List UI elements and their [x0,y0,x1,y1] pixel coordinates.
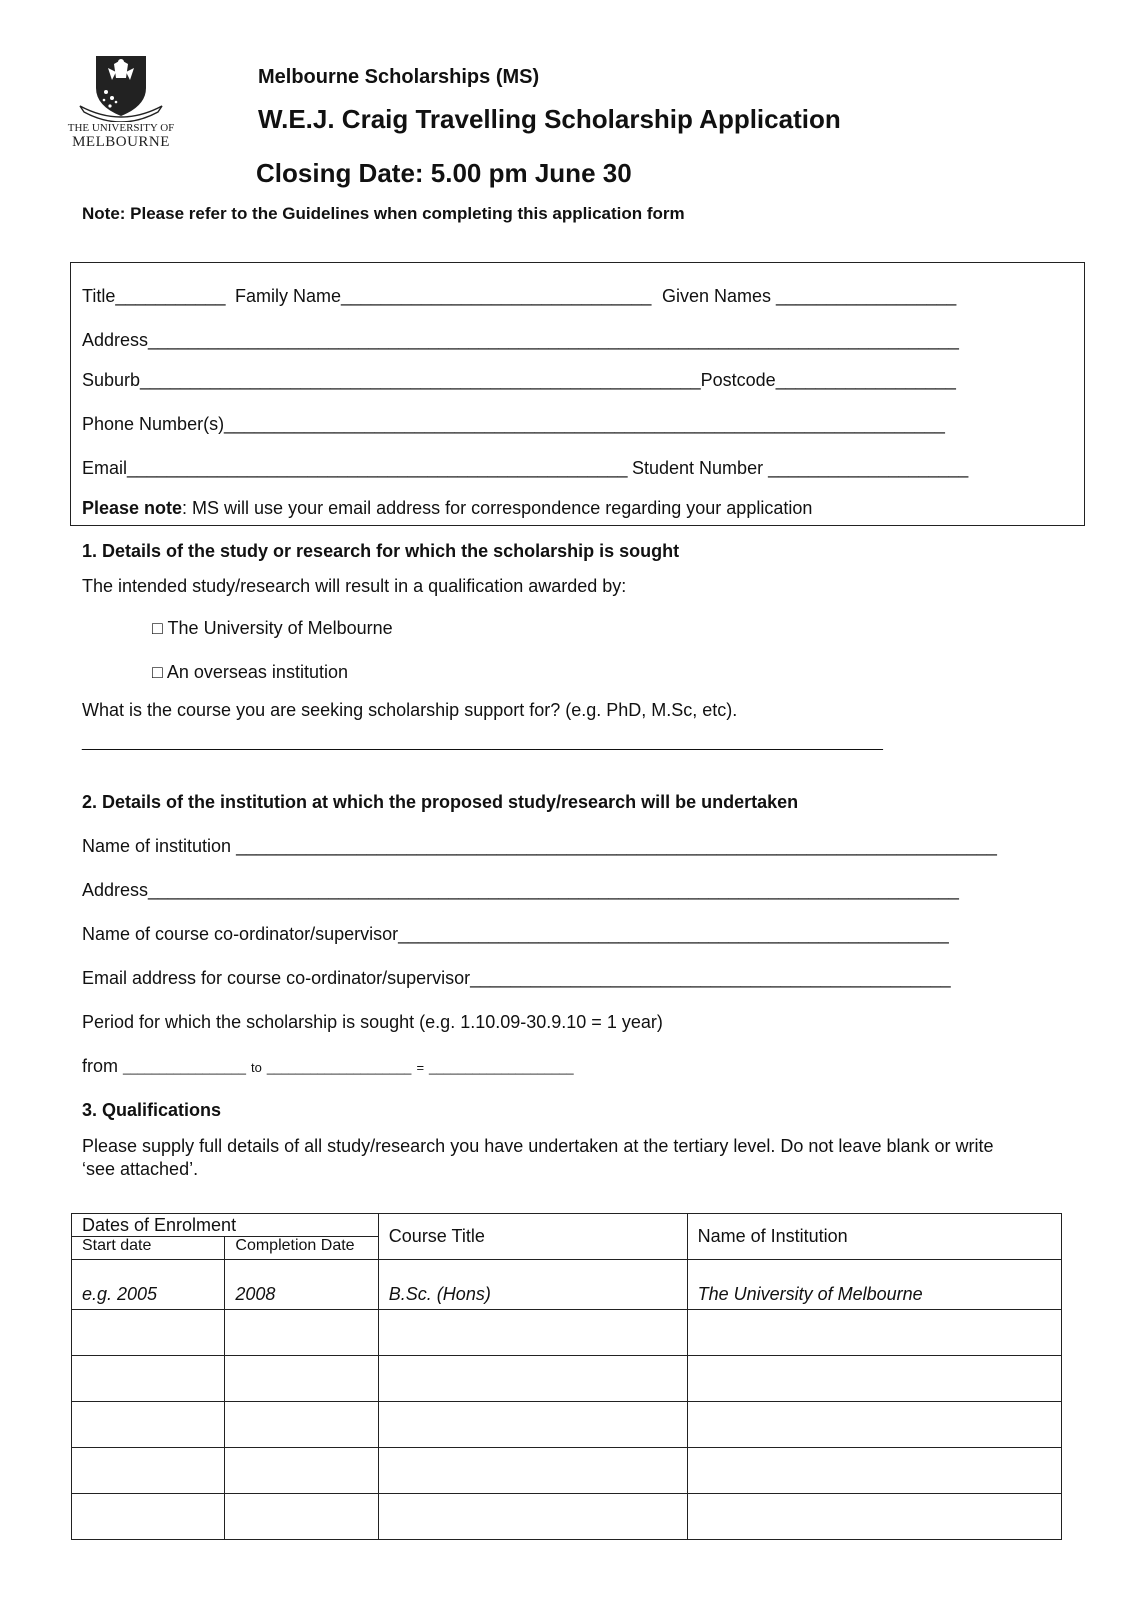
course-title-cell[interactable] [378,1448,687,1494]
to-field[interactable]: ____________________ [266,1060,412,1075]
email-field[interactable]: Email__________________________________________________ [82,458,628,478]
course-question: What is the course you are seeking scholarship support for? (e.g. PhD, M.Sc, etc). [82,700,738,720]
start-date-header: Start date [72,1237,225,1260]
to-label: to [250,1060,262,1075]
institution-cell[interactable] [687,1448,1061,1494]
course-title-cell[interactable] [378,1310,687,1356]
section-1-heading: 1. Details of the study or research for which the scholarship is sought [82,541,680,561]
qualifications-table [71,1213,1062,1540]
title-field[interactable]: Title___________ [82,286,226,306]
email-correspondence-note [82,498,812,519]
period-label: Period for which the scholarship is sought (e.g. 1.10.09-30.9.10 = 1 year) [82,1012,663,1032]
please-note-text: : MS will use your email address for correspondence regarding your application [182,498,813,518]
dates-of-enrolment-header: Dates of Enrolment [72,1214,379,1237]
guidelines-note: Note: Please refer to the Guidelines when completing this application form [82,204,685,223]
section-3-intro-line-1: Please supply full details of all study/research you have undertaken at the tertiary level. Do not leave blank or write [82,1136,994,1156]
logo-line-2: MELBOURNE [72,134,170,150]
table-row-example [72,1260,1062,1310]
university-crest-icon [66,50,176,122]
course-title-header: Course Title [378,1214,687,1260]
student-number-field[interactable]: Student Number ____________________ [632,458,969,478]
logo-line-1: THE UNIVERSITY OF [67,122,175,134]
table-row [72,1402,1062,1448]
section-3-intro-line-2: ‘see attached’. [82,1159,199,1179]
section-3-heading: 3. Qualifications [82,1100,222,1120]
completion-date-cell[interactable] [225,1448,378,1494]
table-row [72,1356,1062,1402]
coordinator-field[interactable]: Name of course co-ordinator/supervisor_______________________________________________________ [82,924,949,944]
coordinator-email-field[interactable]: Email address for course co-ordinator/supervisor________________________________________________ [82,968,951,988]
institution-header: Name of Institution [687,1214,1061,1260]
institution-cell[interactable] [687,1356,1061,1402]
start-date-cell[interactable] [72,1310,225,1356]
course-title-cell[interactable] [378,1356,687,1402]
suburb-postcode-field[interactable]: Suburb________________________________________________________Postcode__________________ [82,370,956,390]
example-course-title: B.Sc. (Hons) [378,1260,687,1310]
start-date-cell[interactable] [72,1494,225,1540]
completion-date-cell[interactable] [225,1310,378,1356]
start-date-cell[interactable] [72,1356,225,1402]
from-field[interactable]: _________________ [123,1060,246,1075]
institution-cell[interactable] [687,1494,1061,1540]
from-label: from [82,1056,118,1076]
table-row [72,1310,1062,1356]
institution-address-field[interactable]: Address_________________________________________________________________________________ [82,880,959,900]
completion-date-cell[interactable] [225,1494,378,1540]
institution-cell[interactable] [687,1402,1061,1448]
family-name-field[interactable]: Family Name_______________________________ [235,286,652,306]
phone-field[interactable]: Phone Number(s)________________________________________________________________________ [82,414,945,434]
completion-date-header: Completion Date [225,1237,378,1260]
institution-name-field[interactable]: Name of institution ____________________________________________________________________________ [82,836,997,856]
institution-cell[interactable] [687,1310,1061,1356]
table-row [72,1494,1062,1540]
period-row [82,1056,574,1077]
start-date-cell[interactable] [72,1402,225,1448]
example-completion-date: 2008 [225,1260,378,1310]
address-field[interactable]: Address_________________________________________________________________________________ [82,330,959,350]
course-answer-line[interactable]: __________________________________________________________________________________________ [82,734,883,751]
table-row [72,1448,1062,1494]
course-title-cell[interactable] [378,1494,687,1540]
completion-date-cell[interactable] [225,1356,378,1402]
university-logo [66,50,176,154]
start-date-cell[interactable] [72,1448,225,1494]
option-university-of-melbourne[interactable]: □ The University of Melbourne [152,618,393,638]
closing-date: Closing Date: 5.00 pm June 30 [256,158,632,188]
given-names-field[interactable]: Given Names __________________ [662,286,957,306]
example-start-date: e.g. 2005 [72,1260,225,1310]
section-1-intro: The intended study/research will result in a qualification awarded by: [82,576,627,596]
table-header-row [72,1214,1062,1237]
option-overseas-institution[interactable]: □ An overseas institution [152,662,348,682]
equals-label: = [416,1060,425,1075]
section-2-heading: 2. Details of the institution at which the proposed study/research will be undertaken [82,792,799,812]
please-note-label: Please note [82,498,183,518]
form-title: W.E.J. Craig Travelling Scholarship Application [258,104,841,134]
completion-date-cell[interactable] [225,1402,378,1448]
example-institution: The University of Melbourne [687,1260,1061,1310]
duration-field[interactable]: ____________________ [429,1060,574,1075]
course-title-cell[interactable] [378,1402,687,1448]
program-subtitle: Melbourne Scholarships (MS) [258,66,540,88]
